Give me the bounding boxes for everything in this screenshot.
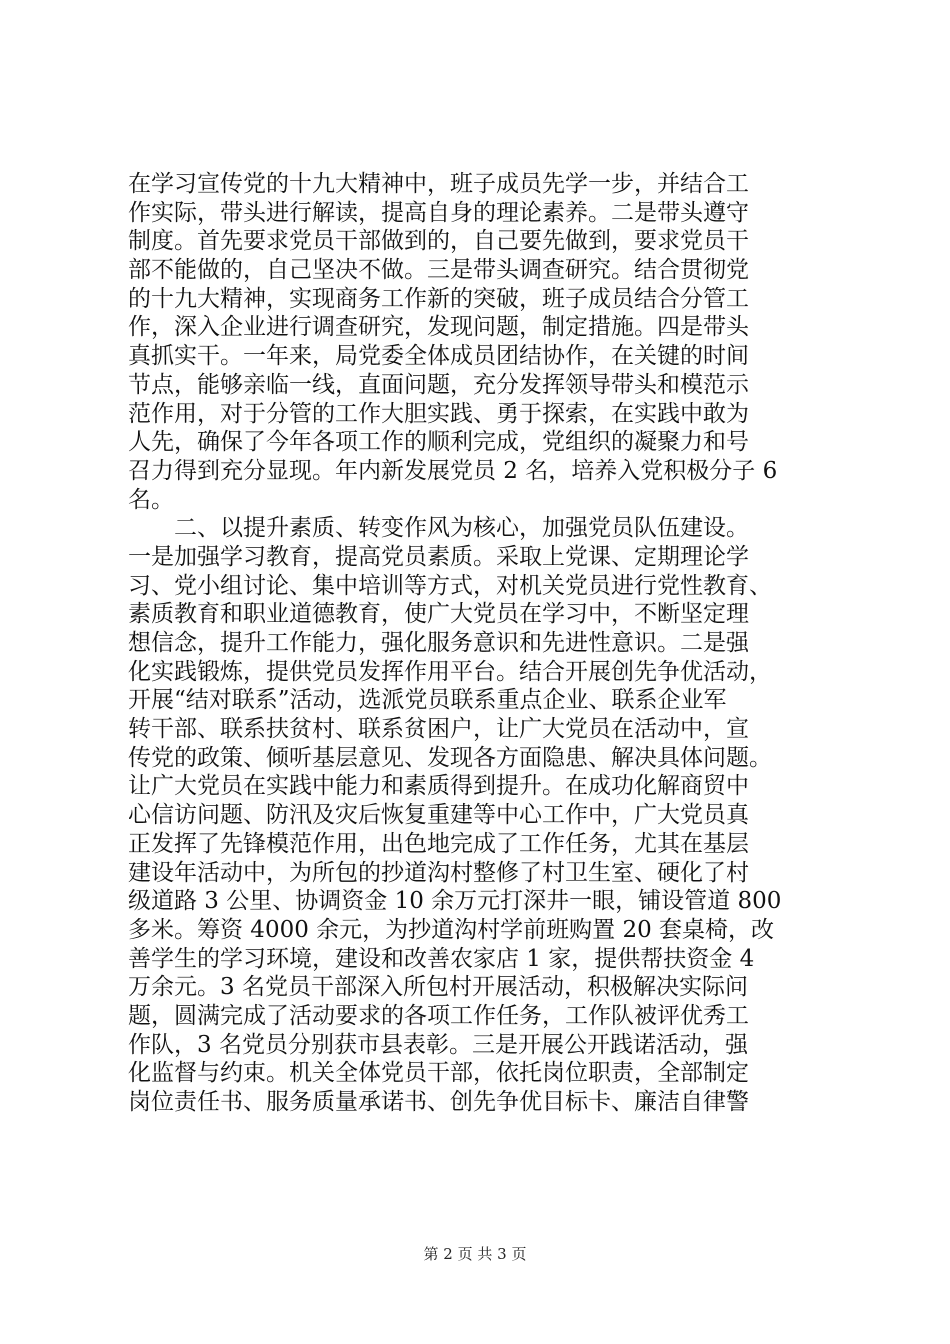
text-line: 制度。首先要求党员干部做到的，自己要先做到，要求党员干	[128, 228, 749, 255]
page-footer	[0, 1244, 950, 1264]
page-number-label: 第 2 页 共 3 页	[423, 1245, 527, 1263]
text-line: 召力得到充分显现。年内新发展党员 2 名，培养入党积极分子 6	[128, 457, 778, 484]
text-line: 多米。筹资 4000 余元，为抄道沟村学前班购置 20 套桌椅，改	[128, 916, 775, 943]
text-line: 作实际，带头进行解读，提高自身的理论素养。二是带头遵守	[128, 199, 749, 226]
text-line: 正发挥了先锋模范作用，出色地完成了工作任务，尤其在基层	[128, 830, 749, 857]
text-line: 心信访问题、防汛及灾后恢复重建等中心工作中，广大党员真	[128, 802, 749, 829]
text-line: 一是加强学习教育，提高党员素质。采取上党课、定期理论学	[128, 543, 749, 570]
text-line: 作队，3 名党员分别获市县表彰。三是开展公开践诺活动，强	[128, 1031, 748, 1058]
text-line: 作，深入企业进行调查研究，发现问题，制定措施。四是带头	[128, 314, 749, 341]
text-line: 名。	[128, 486, 174, 513]
text-line: 人先，确保了今年各项工作的顺利完成，党组织的凝聚力和号	[128, 429, 749, 456]
text-line: 部不能做的，自己坚决不做。三是带头调查研究。结合贯彻党	[128, 257, 749, 284]
text-line: 素质教育和职业道德教育，使广大党员在学习中，不断坚定理	[128, 601, 749, 628]
text-line: 节点，能够亲临一线，直面问题，充分发挥领导带头和模范示	[128, 371, 749, 398]
text-line: 万余元。3 名党员干部深入所包村开展活动，积极解决实际问	[128, 974, 748, 1001]
text-line: 题，圆满完成了活动要求的各项工作任务，工作队被评优秀工	[128, 1002, 749, 1029]
text-line: 的十九大精神，实现商务工作新的突破，班子成员结合分管工	[128, 285, 749, 312]
text-line: 传党的政策、倾听基层意见、发现各方面隐患、解决具体问题。	[128, 744, 772, 771]
text-line: 想信念，提升工作能力，强化服务意识和先进性意识。二是强	[128, 630, 749, 656]
text-line: 范作用，对于分管的工作大胆实践、勇于探索，在实践中敢为	[128, 400, 749, 427]
text-line: 转干部、联系扶贫村、联系贫困户，让广大党员在活动中，宣	[128, 716, 749, 743]
text-line: 建设年活动中，为所包的抄道沟村整修了村卫生室、硬化了村	[128, 859, 749, 886]
text-line: 让广大党员在实践中能力和素质得到提升。在成功化解商贸中	[128, 773, 749, 800]
text-line: 岗位责任书、服务质量承诺书、创先争优目标卡、廉洁自律警	[128, 1089, 749, 1115]
text-line: 习、党小组讨论、集中培训等方式，对机关党员进行党性教育、	[128, 572, 772, 599]
text-line: 开展“结对联系”活动，选派党员联系重点企业、联系企业军	[128, 687, 727, 714]
text-line: 在学习宣传党的十九大精神中，班子成员先学一步，并结合工	[128, 171, 749, 197]
text-line: 化实践锻炼，提供党员发挥作用平台。结合开展创先争优活动，	[128, 658, 772, 685]
text-line: 真抓实干。一年来，局党委全体成员团结协作，在关键的时间	[128, 343, 749, 370]
body-text	[128, 170, 828, 1117]
section-heading-line: 二、以提升素质、转变作风为核心，加强党员队伍建设。	[128, 515, 749, 542]
text-line: 级道路 3 公里、协调资金 10 余万元打深井一眼，铺设管道 800	[128, 888, 782, 915]
text-line: 善学生的学习环境，建设和改善农家店 1 家，提供帮扶资金 4	[128, 945, 755, 972]
text-line: 化监督与约束。机关全体党员干部，依托岗位职责，全部制定	[128, 1060, 749, 1087]
